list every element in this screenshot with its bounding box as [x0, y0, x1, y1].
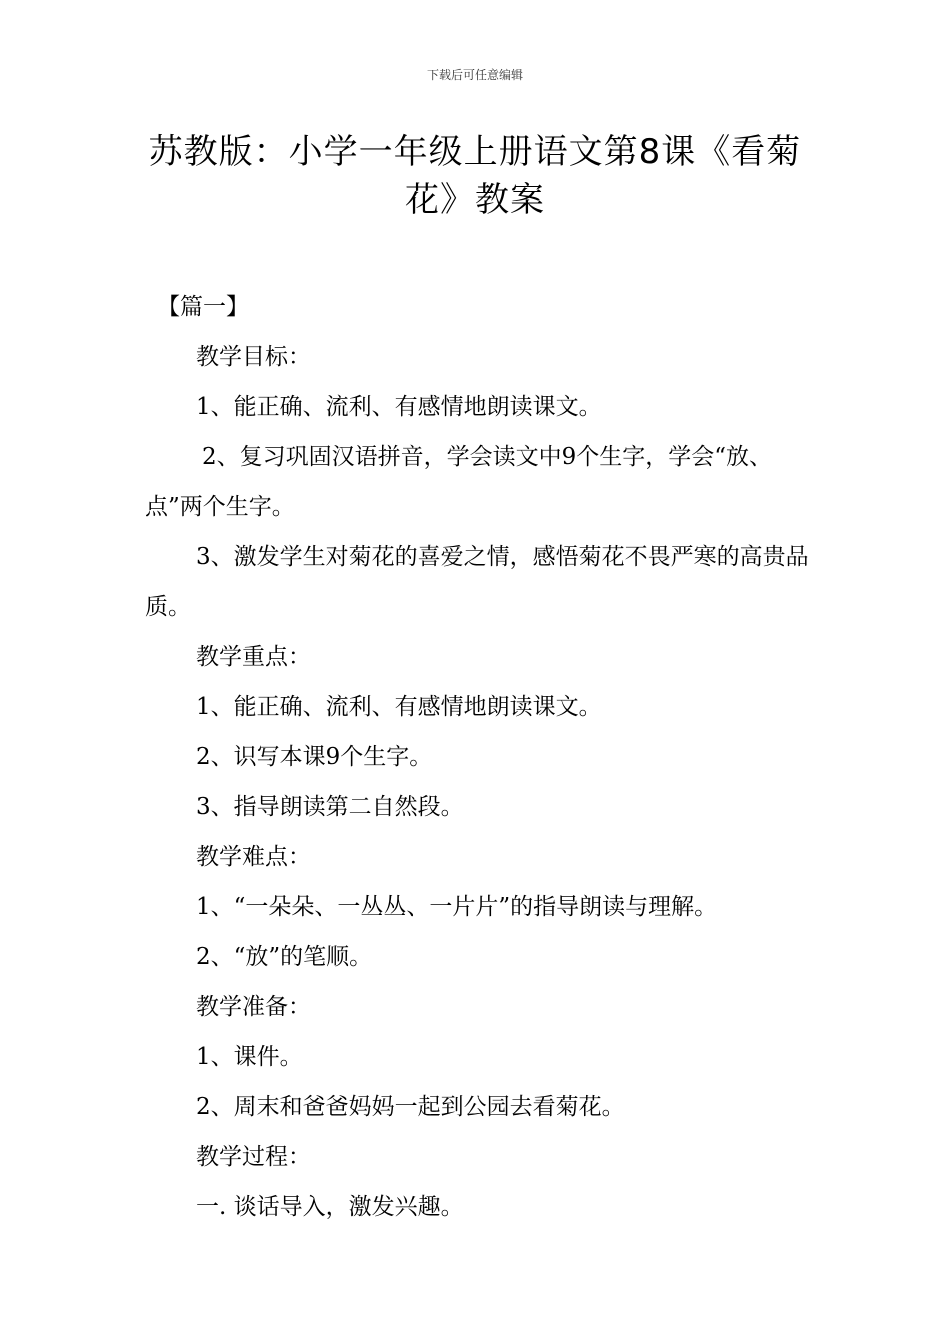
page-header: 下载后可任意编辑 [426, 68, 523, 82]
paragraph: 2、复习巩固汉语拼音，学会读文中9个生字，学会“放、点”两个生字。 [145, 444, 773, 520]
paragraph-heading-preparation: 教学准备： [196, 994, 311, 1020]
paragraph: 1、“一朵朵、一丛丛、一片片”的指导朗读与理解。 [196, 894, 718, 920]
paragraph: 2、识写本课9个生字。 [196, 744, 433, 770]
paragraph-heading-difficulties: 教学难点： [196, 844, 311, 870]
paragraph: 一. 谈话导入，激发兴趣。 [196, 1194, 464, 1220]
paragraph: 1、能正确、流利、有感情地朗读课文。 [196, 394, 602, 420]
document-title: 苏教版：小学一年级上册语文第8课《看菊花》教案 [148, 132, 802, 220]
paragraph-heading-goals: 教学目标： [196, 344, 311, 370]
document-body [145, 282, 815, 1232]
paragraph: 1、能正确、流利、有感情地朗读课文。 [196, 694, 602, 720]
section-label: 【篇一】 [157, 294, 249, 320]
paragraph: 1、课件。 [196, 1044, 303, 1070]
paragraph-heading-key-points: 教学重点： [196, 644, 311, 670]
paragraph: 3、激发学生对菊花的喜爱之情，感悟菊花不畏严寒的高贵品质。 [145, 544, 809, 620]
paragraph-heading-process: 教学过程： [196, 1144, 311, 1170]
paragraph: 3、指导朗读第二自然段。 [196, 794, 464, 820]
paragraph: 2、周末和爸爸妈妈一起到公园去看菊花。 [196, 1094, 625, 1120]
paragraph: 2、“放”的笔顺。 [196, 944, 373, 970]
